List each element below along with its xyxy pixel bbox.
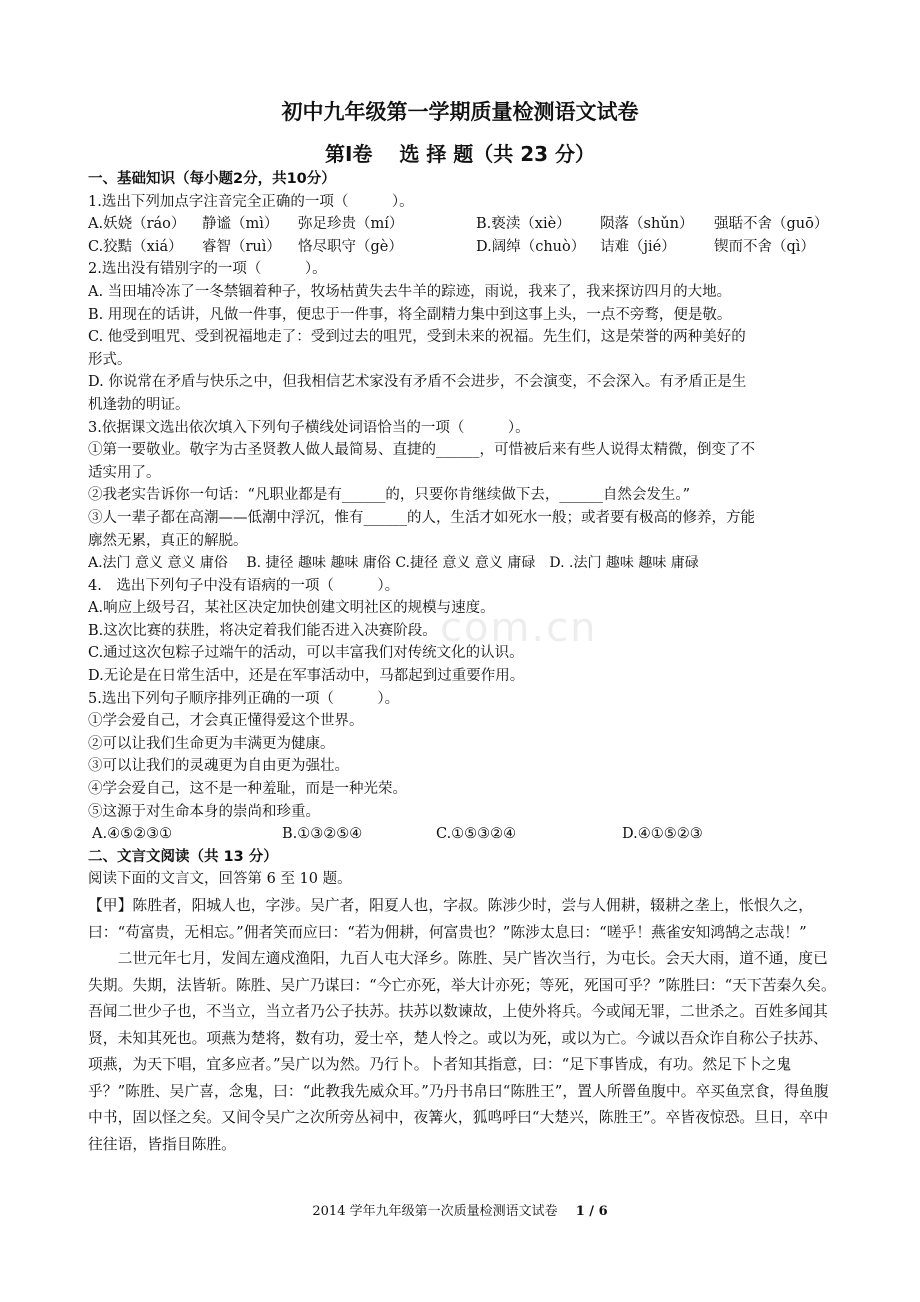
option-text: 恪尽职守（gè）	[298, 238, 403, 255]
watermark: com.cn	[440, 605, 598, 651]
question-5-sentence-5: ⑤这源于对生命本身的崇尚和珍重。	[88, 803, 320, 820]
exam-title: 初中九年级第一学期质量检测语文试卷	[281, 100, 639, 124]
question-4-option-b: B.这次比赛的获胜，将决定着我们能否进入决赛阶段。	[88, 622, 437, 639]
question-2-option-c-cont: 形式。	[88, 351, 132, 368]
question-5-stem: 5.选出下列句子顺序排列正确的一项（ ）。	[88, 690, 400, 707]
question-2-option-d: D. 你说常在矛盾与快乐之中，但我相信艺术家没有矛盾不会进步，不会演变，不会深入。有矛盾正是生	[88, 374, 747, 391]
question-2-stem: 2.选出没有错别字的一项（ ）。	[88, 261, 327, 278]
option-text: A.④⑤②③①	[92, 826, 173, 843]
question-5-sentence-3: ③可以让我们的灵魂更为自由更为强壮。	[88, 758, 349, 775]
option-text: 弥足珍贵（mí）	[298, 216, 404, 233]
footer-text: 2014 学年九年级第一次质量检测语文试卷	[312, 1204, 558, 1219]
question-4-option-a: A.响应上级号召，某社区决定加快创建文明社区的规模与速度。	[88, 600, 495, 617]
option-text: 诘难（jié）	[600, 238, 676, 255]
option-text: C.狡黠（xiá）	[88, 238, 183, 255]
option-text: B.①③②⑤④	[282, 826, 363, 843]
option-text: D.阔绰（chuò）	[476, 238, 586, 255]
question-3-sentence-2: ②我老实告诉你一句话：“凡职业都是有______的，只要你肯继续做下去，______自然会发生。”	[88, 487, 691, 504]
question-2-option-c: C. 他受到咀咒、受到祝福地走了：受到过去的咀咒，受到未来的祝福。先生们，这是荣誉的两种美好的	[88, 329, 746, 346]
question-1-options-ab	[88, 213, 836, 236]
question-5-options	[88, 823, 836, 846]
option-text: 锲而不舍（qì）	[714, 238, 815, 255]
question-2-option-b: B. 用现在的话讲，凡做一件事，便忠于一件事，将全副精力集中到这事上头，一点不旁骛，便是敬。	[88, 306, 732, 323]
question-4-option-d: D.无论是在日常生活中，还是在军事活动中，马都起到过重要作用。	[88, 668, 525, 685]
option-text: B.亵渎（xiè）	[476, 216, 571, 233]
question-5-sentence-2: ②可以让我们生命更为丰满更为健康。	[88, 735, 335, 752]
question-5-sentence-1: ①学会爱自己，才会真正懂得爱这个世界。	[88, 713, 364, 730]
question-3-sentence-3-cont: 廓然无累，真正的解脱。	[88, 532, 248, 549]
section-heading-classical: 二、文言文阅读（共 13 分）	[88, 848, 278, 865]
exam-subtitle: 第Ⅰ卷 选 择 题（共 23 分）	[324, 142, 596, 166]
page-number: 1 / 6	[575, 1204, 608, 1219]
classical-passage	[88, 893, 836, 1158]
question-5-sentence-4: ④学会爱自己，这不是一种羞耻，而是一种光荣。	[88, 781, 407, 798]
option-text: 强聒不舍（guō）	[714, 216, 829, 233]
question-3-sentence-1-cont: 适实用了。	[88, 464, 161, 481]
question-3-sentence-1: ①第一要敬业。敬字为古圣贤教人做人最简易、直捷的______，可惜被后来有些人说得太精微，倒变了不	[88, 442, 755, 459]
option-text: 静谧（mì）	[202, 216, 279, 233]
option-text: C.①⑤③②④	[436, 826, 517, 843]
question-2-option-d-cont: 机逢勃的明证。	[88, 396, 190, 413]
option-text: A.妖娆（ráo）	[88, 216, 186, 233]
question-4-option-c: C.通过这次包粽子过端午的活动，可以丰富我们对传统文化的认识。	[88, 645, 524, 662]
question-2-option-a: A. 当田埔冷冻了一冬禁锢着种子，牧场枯黄失去牛羊的踪迹，雨说，我来了，我来探访四月的大地。	[88, 283, 732, 300]
question-3-stem: 3.依据课文选出依次填入下列句子横线处词语恰当的一项（ ）。	[88, 419, 530, 436]
exam-content	[88, 168, 836, 1158]
reading-intro: 阅读下面的文言文，回答第 6 至 10 题。	[88, 871, 352, 888]
question-4-stem: 4. 选出下列句子中没有语病的一项（ ）。	[88, 577, 400, 594]
section-heading-basics: 一、基础知识（每小题2分，共10分）	[88, 171, 336, 187]
passage-paragraph-2: 二世元年七月，发闾左適戍渔阳，九百人屯大泽乡。陈胜、吴广皆次当行，为屯长。会天大雨，道不通，度已失期。失期，法皆斩。陈胜、吴广乃谋曰：“今亡亦死，举大计亦死；等死，死国可乎？”陈胜曰：“天下苦秦久矣。吾闻二世少子也，不当立，当立者乃公子扶苏。扶苏以数谏故，上使外将兵。今或闻无罪，二世杀之。百姓多闻其贤，未知其死也。项燕为楚将，数有功，爱士卒，楚人怜之。或以为死，或以为亡。今诚以吾众诈自称公子扶苏、项燕，为天下唱，宜多应者。”吴广以为然。乃行卜。卜者知其指意，曰：“足下事皆成，有功。然足下卜之鬼乎？”陈胜、吴广喜，念鬼，曰：“此教我先威众耳。”乃丹书帛曰“陈胜王”，置人所罾鱼腹中。卒买鱼烹食，得鱼腹中书，固以怪之矣。又间令吴广之次所旁丛祠中，夜篝火，狐鸣呼曰“大楚兴，陈胜王”。卒皆夜惊恐。旦日，卒中往往语，皆指目陈胜。	[88, 950, 836, 1153]
page-footer	[0, 1200, 920, 1219]
question-1-options-cd	[88, 236, 836, 259]
question-3-options: A.法门 意义 意义 庸俗 B. 捷径 趣味 趣味 庸俗 C.捷径 意义 意义 庸碌 D. .法门 趣味 趣味 庸碌	[88, 555, 699, 572]
question-3-sentence-3: ③人一辈子都在高潮——低潮中浮沉，惟有______的人，生活才如死水一般；或者要有极高的修养，方能	[88, 509, 755, 526]
passage-paragraph-1: 【甲】陈胜者，阳城人也，字涉。吴广者，阳夏人也，字叔。陈涉少时，尝与人佣耕，辍耕之垄上，怅恨久之，曰：“苟富贵，无相忘。”佣者笑而应曰：“若为佣耕，何富贵也？”陈涉太息曰：“嗟乎！燕雀安知鸿鹄之志哉！”	[88, 897, 814, 941]
option-text: D.④①⑤②③	[622, 826, 703, 843]
question-1-stem: 1.选出下列加点字注音完全正确的一项（ ）。	[88, 193, 414, 210]
option-text: 陨落（shǔn）	[600, 216, 694, 233]
option-text: 睿智（ruì）	[202, 238, 281, 255]
